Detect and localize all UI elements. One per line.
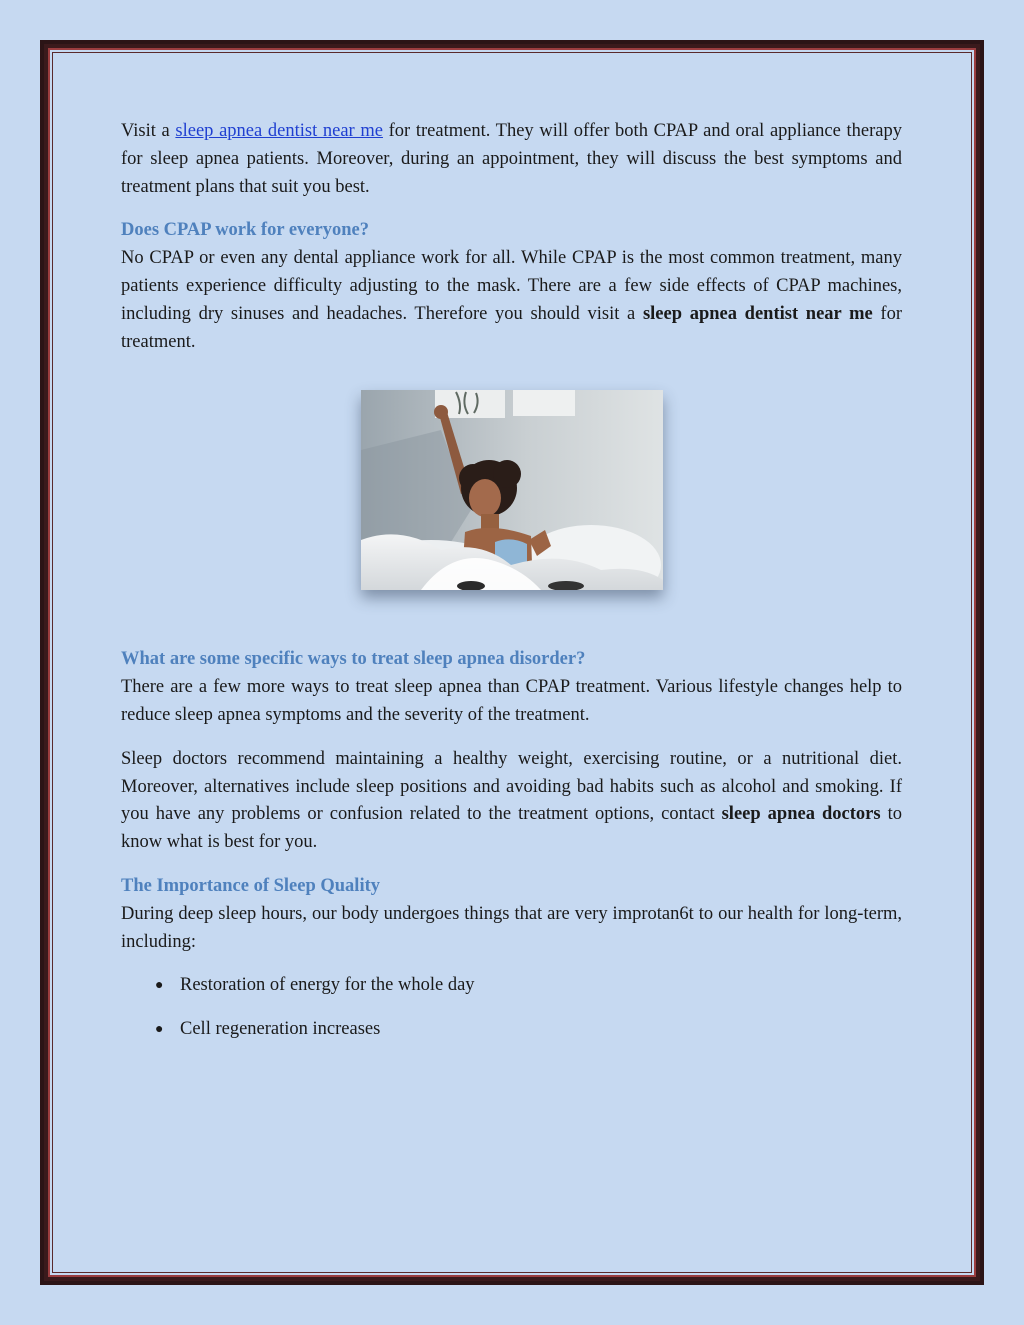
- doctors-paragraph: [121, 746, 902, 857]
- doctors-text-rest: to know what is best for you.: [121, 804, 902, 853]
- doctors-bold-text: sleep apnea doctors: [721, 804, 881, 825]
- lifestyle-paragraph: There are a few more ways to treat sleep apnea than CPAP treatment. Various lifestyle changes help to reduce sleep apnea symptoms and the severity of the treatment.: [121, 677, 902, 725]
- heading-sleep-quality: The Importance of Sleep Quality: [121, 875, 380, 896]
- list-item: [121, 972, 902, 1000]
- cpap-text: No CPAP or even any dental appliance work for all. While CPAP is the most common treatment, many patients experience difficulty adjusting to the mask. There are a few side effects of CPAP machines, including dry sinuses and headaches. Therefore you should visit a: [121, 248, 902, 324]
- cpap-paragraph: [121, 245, 902, 356]
- benefits-list: [121, 972, 902, 1044]
- woman-stretching-in-bed-image: [361, 390, 663, 590]
- sleep-apnea-dentist-link[interactable]: sleep apnea dentist near me: [175, 121, 383, 141]
- bullet-icon: ●: [155, 978, 164, 994]
- list-item-text: Restoration of energy for the whole day: [180, 975, 475, 996]
- document-content: [121, 118, 902, 1060]
- deep-sleep-paragraph: During deep sleep hours, our body undergoes things that are very improtan6t to our health for long-term, including:: [121, 903, 902, 952]
- intro-text: Visit a: [121, 121, 176, 141]
- cpap-bold-text: sleep apnea dentist near me: [642, 303, 873, 324]
- figure-container: [121, 390, 902, 590]
- heading-cpap-for-everyone: Does CPAP work for everyone?: [121, 220, 369, 241]
- bullet-icon: ●: [155, 1022, 164, 1038]
- list-item: [121, 1016, 902, 1044]
- heading-ways-to-treat: What are some specific ways to treat sleep apnea disorder?: [121, 649, 586, 670]
- cpap-text-rest: for treatment.: [121, 303, 902, 352]
- intro-text-rest: for treatment. They will offer both CPAP and oral appliance therapy for sleep apnea patients. Moreover, during an appointment, they will discuss the best symptoms and treatment plans that suit you best.: [121, 121, 902, 197]
- intro-paragraph: [121, 118, 902, 201]
- list-item-text: Cell regeneration increases: [180, 1019, 381, 1040]
- doctors-text: Sleep doctors recommend maintaining a healthy weight, exercising routine, or a nutritional diet. Moreover, alternatives include sleep positions and avoiding bad habits such as alcohol and smoking. If you have any problems or confusion related to the treatment options, contact: [121, 748, 902, 825]
